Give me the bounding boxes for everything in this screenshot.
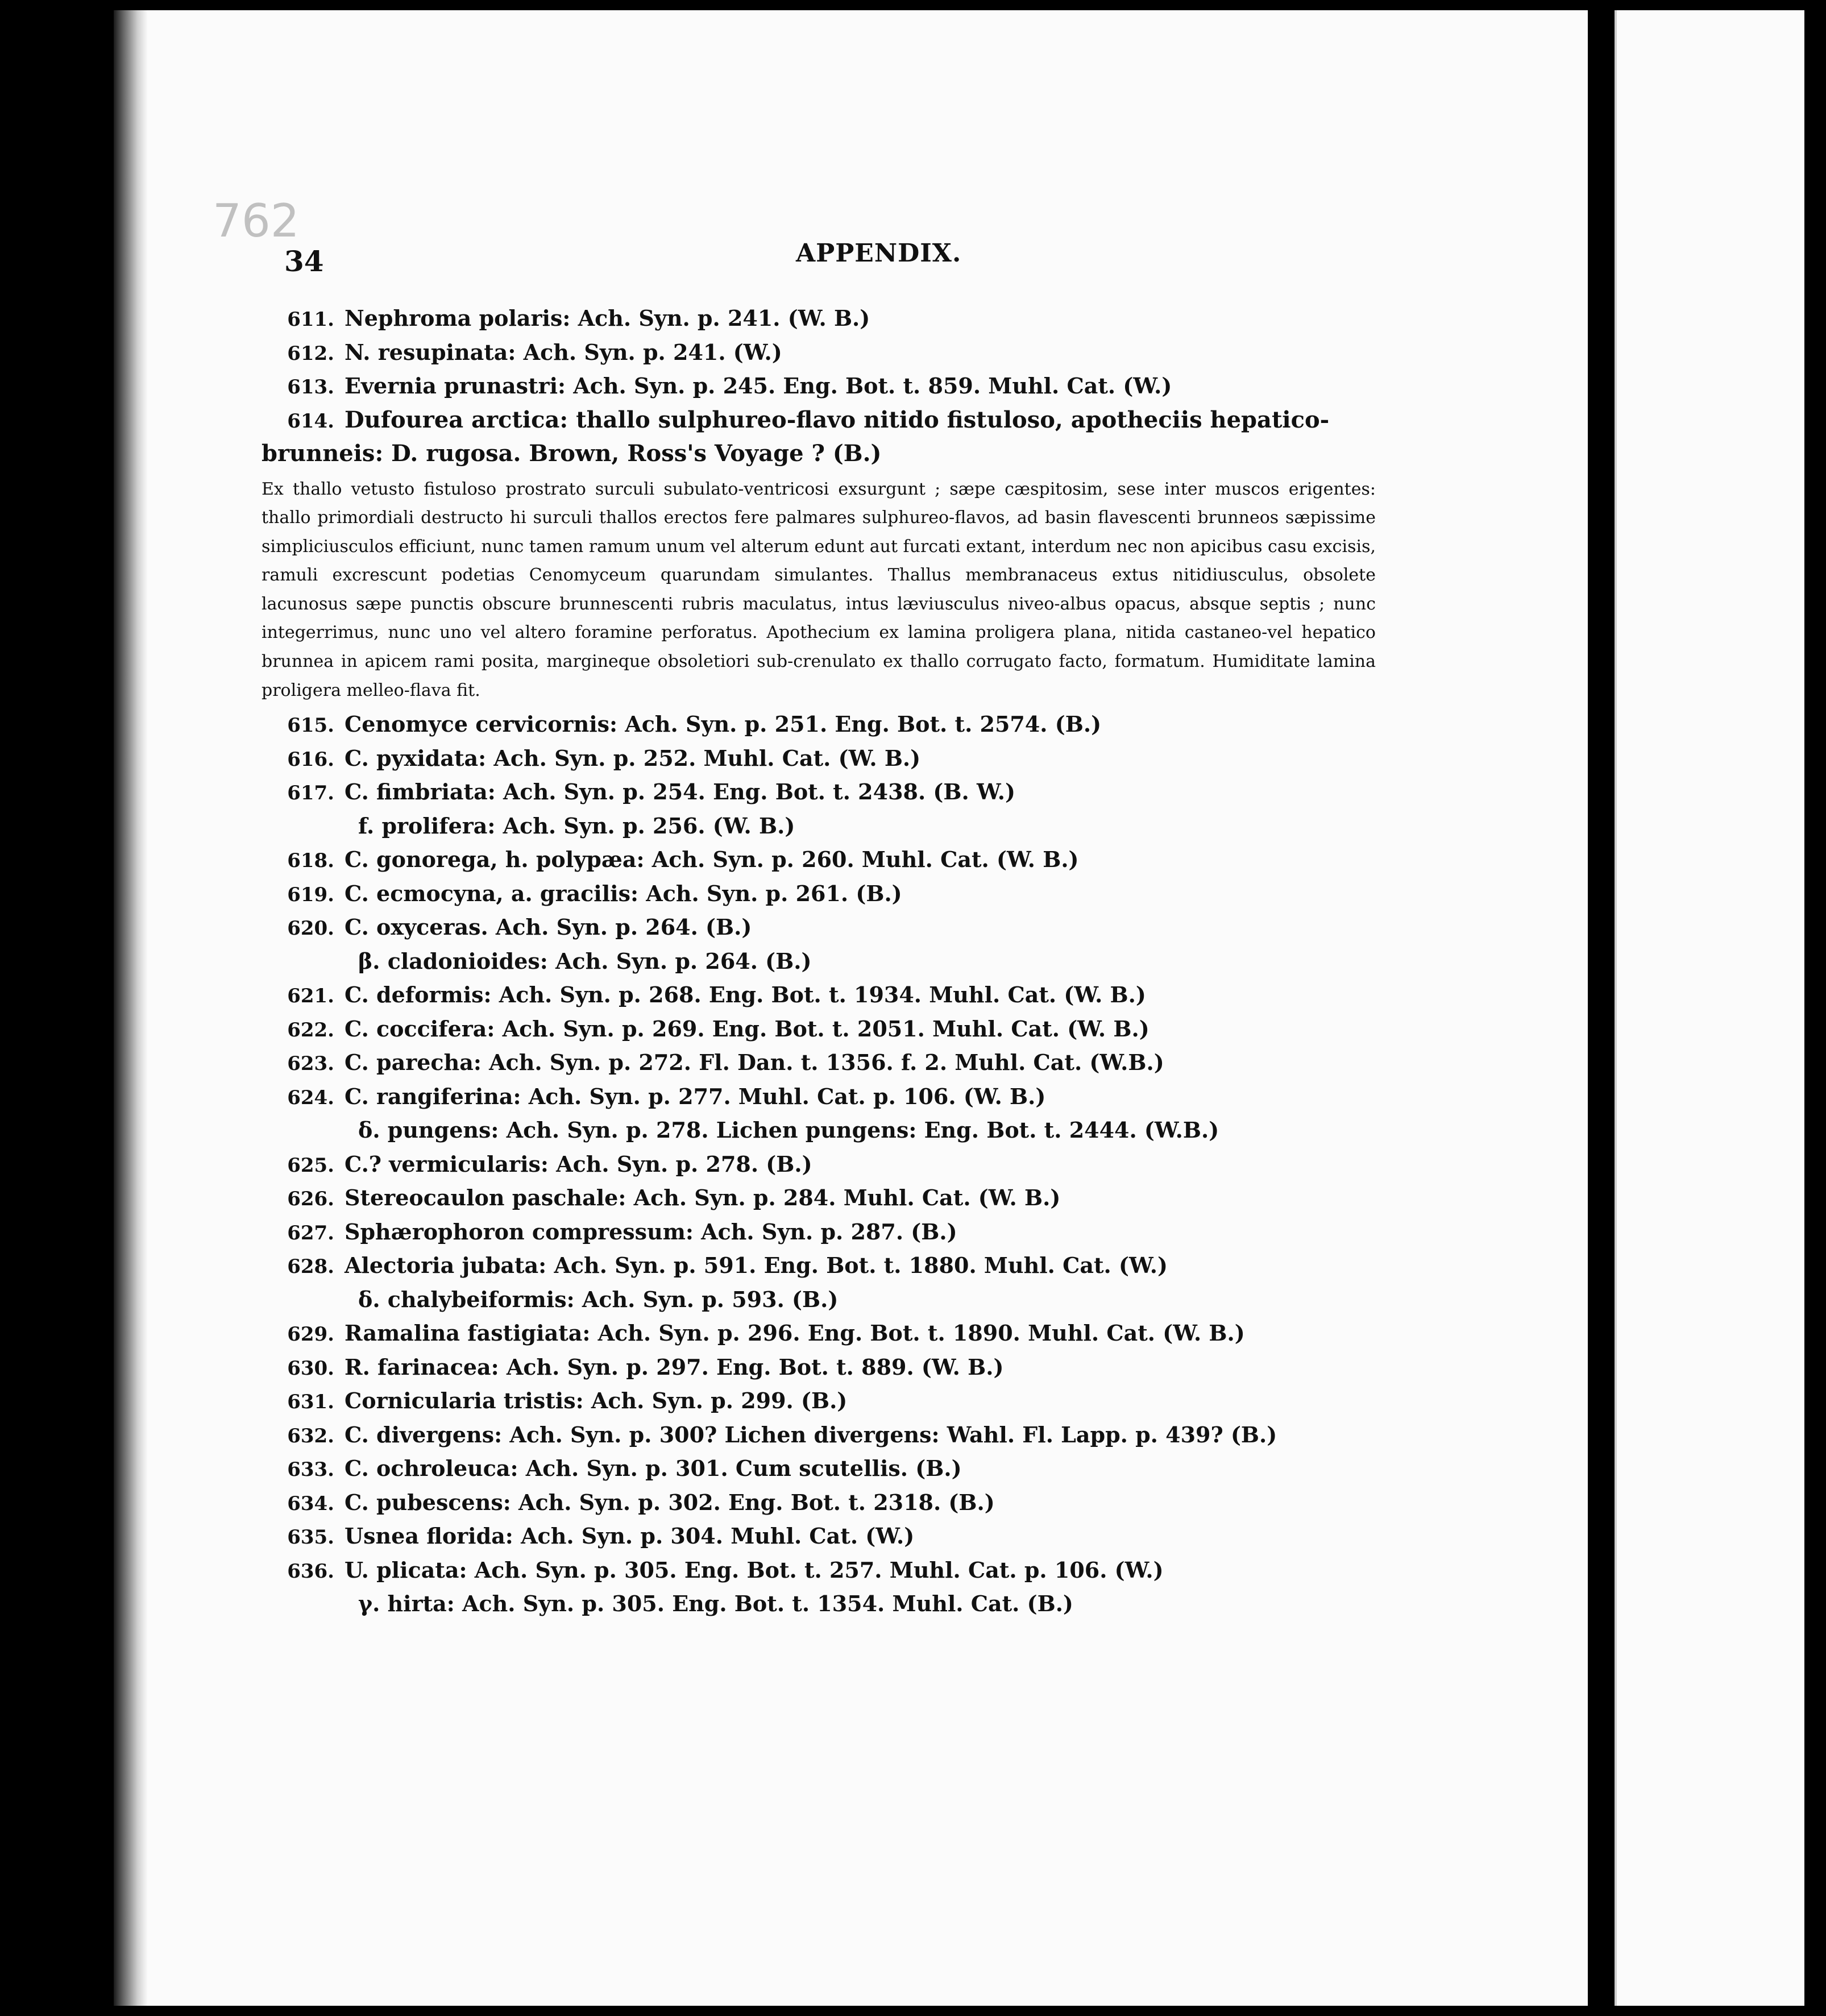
entry-number: 630. xyxy=(287,1357,334,1380)
entry-number: 626. xyxy=(287,1188,334,1211)
list-entry xyxy=(262,1553,1376,1587)
list-entry xyxy=(262,877,1376,911)
list-entry xyxy=(262,843,1376,877)
entry-number: 617. xyxy=(287,782,334,805)
list-entry xyxy=(262,1080,1376,1114)
entry-number: 614. xyxy=(287,409,334,433)
entry-text: C. divergens: Ach. Syn. p. 300? Lichen divergens: Wahl. Fl. Lapp. p. 439? (B.) xyxy=(345,1421,1277,1447)
entry-text: Usnea florida: Ach. Syn. p. 304. Muhl. Cat. (W.) xyxy=(345,1523,915,1549)
entry-number: 621. xyxy=(287,985,334,1008)
entry-text: β. cladonioides: Ach. Syn. p. 264. (B.) xyxy=(358,948,812,974)
species-list xyxy=(262,301,1376,1621)
entry-text: C. coccifera: Ach. Syn. p. 269. Eng. Bot. t. 2051. Muhl. Cat. (W. B.) xyxy=(345,1015,1149,1042)
list-entry xyxy=(262,1519,1376,1553)
list-entry xyxy=(262,775,1376,809)
page-gutter xyxy=(114,10,148,2006)
entry-text: U. plicata: Ach. Syn. p. 305. Eng. Bot. t. 257. Muhl. Cat. p. 106. (W.) xyxy=(345,1557,1164,1583)
entry-text: f. prolifera: Ach. Syn. p. 256. (W. B.) xyxy=(358,812,795,839)
entry-text: Evernia prunastri: Ach. Syn. p. 245. Eng. Bot. t. 859. Muhl. Cat. (W.) xyxy=(345,373,1172,399)
list-subentry xyxy=(262,1587,1376,1621)
list-subentry xyxy=(262,1113,1376,1147)
entry-text: Ramalina fastigiata: Ach. Syn. p. 296. Eng. Bot. t. 1890. Muhl. Cat. (W. B.) xyxy=(345,1320,1245,1346)
entry-number: 624. xyxy=(287,1086,334,1109)
entry-text: Nephroma polaris: Ach. Syn. p. 241. (W. B.) xyxy=(345,305,870,331)
list-entry xyxy=(262,978,1376,1012)
entry-number: 631. xyxy=(287,1391,334,1414)
list-subentry xyxy=(262,944,1376,978)
entry-number: 611. xyxy=(287,308,334,331)
entry-number: 612. xyxy=(287,342,334,365)
list-entry xyxy=(262,1384,1376,1418)
entry-text: Cornicularia tristis: Ach. Syn. p. 299. (B.) xyxy=(345,1388,848,1414)
list-subentry xyxy=(262,1283,1376,1317)
list-entry xyxy=(262,1418,1376,1452)
entry-text: Dufourea arctica: thallo sulphureo-flavo nitido fistuloso, apotheciis hepatico- xyxy=(345,406,1330,433)
list-entry-614 xyxy=(262,403,1376,437)
entry-number: 620. xyxy=(287,917,334,940)
entry-text: R. farinacea: Ach. Syn. p. 297. Eng. Bot. t. 889. (W. B.) xyxy=(345,1354,1004,1380)
entry-text: C.? vermicularis: Ach. Syn. p. 278. (B.) xyxy=(345,1151,812,1177)
entry-text: C. ochroleuca: Ach. Syn. p. 301. Cum scutellis. (B.) xyxy=(345,1455,962,1482)
list-entry xyxy=(262,1350,1376,1384)
entry-text: γ. hirta: Ach. Syn. p. 305. Eng. Bot. t. 1354. Muhl. Cat. (B.) xyxy=(358,1591,1073,1617)
entry-number: 634. xyxy=(287,1492,334,1515)
list-entry xyxy=(262,1486,1376,1520)
list-entry xyxy=(262,1181,1376,1215)
entry-text: C. fimbriata: Ach. Syn. p. 254. Eng. Bot. t. 2438. (B. W.) xyxy=(345,779,1015,805)
running-header: APPENDIX. xyxy=(796,239,962,268)
entry-number: 633. xyxy=(287,1458,334,1482)
entry-text: C. pubescens: Ach. Syn. p. 302. Eng. Bot. t. 2318. (B.) xyxy=(345,1489,995,1515)
entry-text: C. deformis: Ach. Syn. p. 268. Eng. Bot. t. 1934. Muhl. Cat. (W. B.) xyxy=(345,982,1146,1008)
entry-number: 615. xyxy=(287,714,334,737)
entry-text: C. parecha: Ach. Syn. p. 272. Fl. Dan. t. 1356. f. 2. Muhl. Cat. (W.B.) xyxy=(345,1050,1164,1076)
entry-number: 636. xyxy=(287,1559,334,1583)
list-entry-612 xyxy=(262,335,1376,370)
pencil-annotation: 762 xyxy=(213,194,300,247)
entry-number: 618. xyxy=(287,849,334,873)
list-subentry xyxy=(262,809,1376,843)
entry-number: 629. xyxy=(287,1323,334,1346)
list-entry xyxy=(262,1147,1376,1181)
entry-number: 619. xyxy=(287,883,334,906)
entry-text: C. oxyceras. Ach. Syn. p. 264. (B.) xyxy=(345,914,752,940)
entry-text: C. ecmocyna, a. gracilis: Ach. Syn. p. 261. (B.) xyxy=(345,880,902,906)
list-entry xyxy=(262,1451,1376,1486)
entry-number: 628. xyxy=(287,1255,334,1279)
facing-page-edge xyxy=(1615,10,1804,2006)
entry-number: 635. xyxy=(287,1526,334,1549)
list-entry xyxy=(262,1248,1376,1283)
entry-number: 616. xyxy=(287,748,334,771)
species-list-continued xyxy=(262,707,1376,1621)
entry-text: Cenomyce cervicornis: Ach. Syn. p. 251. Eng. Bot. t. 2574. (B.) xyxy=(345,711,1102,737)
entry-text: Alectoria jubata: Ach. Syn. p. 591. Eng. Bot. t. 1880. Muhl. Cat. (W.) xyxy=(345,1252,1168,1279)
entry-number: 623. xyxy=(287,1052,334,1076)
entry-number: 632. xyxy=(287,1424,334,1447)
entry-text: C. pyxidata: Ach. Syn. p. 252. Muhl. Cat. (W. B.) xyxy=(345,745,921,771)
list-entry xyxy=(262,1215,1376,1249)
entry-text: N. resupinata: Ach. Syn. p. 241. (W.) xyxy=(345,339,782,365)
entry-number: 625. xyxy=(287,1154,334,1177)
entry-text: δ. pungens: Ach. Syn. p. 278. Lichen pungens: Eng. Bot. t. 2444. (W.B.) xyxy=(358,1117,1219,1143)
list-entry xyxy=(262,1012,1376,1046)
list-entry xyxy=(262,707,1376,741)
list-entry-614-continued: brunneis: D. rugosa. Brown, Ross's Voyage ? (B.) xyxy=(262,440,882,467)
page-number: 34 xyxy=(284,244,324,278)
list-entry-611 xyxy=(262,301,1376,335)
entry-number: 622. xyxy=(287,1018,334,1042)
entry-text: C. gonorega, h. polypæa: Ach. Syn. p. 260. Muhl. Cat. (W. B.) xyxy=(345,847,1079,873)
list-entry xyxy=(262,910,1376,944)
entry-number: 627. xyxy=(287,1221,334,1245)
entry-text: δ. chalybeiformis: Ach. Syn. p. 593. (B.) xyxy=(358,1286,839,1312)
list-entry xyxy=(262,1046,1376,1080)
species-description: Ex thallo vetusto fistuloso prostrato surculi subulato-ventricosi exsurgunt ; sæpe cæspitosim, sese inter muscos erigentes: thallo primordiali destructo hi surculi thallos erectos fere palmares sulphureo-flavos, ad basin flavescenti brunneos sæpissime simpliciusculos efficiunt, nunc tamen ramum unum vel alterum edunt aut furcati extant, interdum nec non apicibus casu excisis, ramuli excrescunt podetias Cenomyceum quarundam simulantes. Thallus membranaceus extus nitidiusculus, obsolete lacunosus sæpe punctis obscure brunnescenti rubris maculatus, intus læviusculus niveo-albus opacus, absque septis ; nunc integerrimus, nunc uno vel altero foramine perforatus. Apothecium ex lamina proligera plana, nitida castaneo-vel hepatico brunnea in apicem rami posita, margineque obsoletiori sub-crenulato ex thallo corrugato facto, formatum. Humiditate lamina proligera melleo-flava fit. xyxy=(262,479,1376,700)
entry-text: Sphærophoron compressum: Ach. Syn. p. 287. (B.) xyxy=(345,1218,957,1245)
list-entry xyxy=(262,741,1376,775)
entry-text: Stereocaulon paschale: Ach. Syn. p. 284. Muhl. Cat. (W. B.) xyxy=(345,1185,1061,1211)
entry-text: C. rangiferina: Ach. Syn. p. 277. Muhl. Cat. p. 106. (W. B.) xyxy=(345,1083,1046,1109)
entry-number: 613. xyxy=(287,376,334,399)
list-entry xyxy=(262,1316,1376,1350)
list-entry-613 xyxy=(262,369,1376,403)
